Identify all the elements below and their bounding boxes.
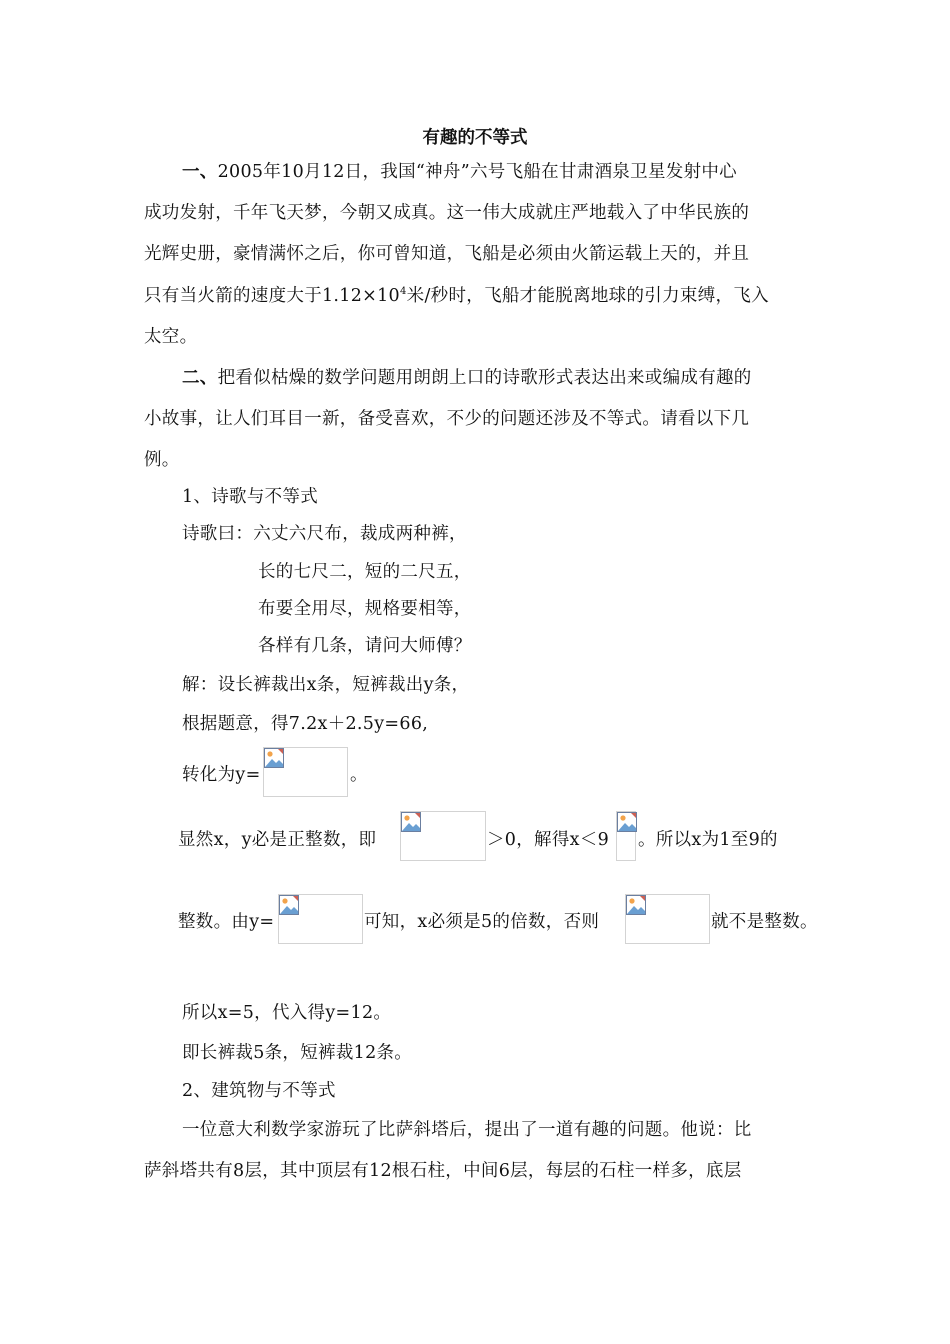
solution-line-7: 即长裤裁5条，短裤裁12条。 bbox=[182, 1043, 413, 1063]
poem-line-3: 布要全用尽，规格要相等， bbox=[258, 599, 472, 619]
solution-line-5-b: 可知，x必须是5的倍数，否则 bbox=[364, 912, 600, 932]
section-2-line-2: 萨斜塔共有8层，其中顶层有12根石柱，中间6层，每层的石柱一样多，底层 bbox=[144, 1161, 742, 1181]
section-1-heading: 1、诗歌与不等式 bbox=[182, 487, 319, 507]
broken-image-icon bbox=[626, 895, 646, 915]
paragraph-1-line-2: 成功发射，千年飞天梦，今朝又成真。这一伟大成就庄严地载入了中华民族的 bbox=[144, 203, 750, 223]
paragraph-2-line-2: 小故事，让人们耳目一新，备受喜欢，不少的问题还涉及不等式。请看以下几 bbox=[144, 409, 750, 429]
text: 六丈六尺布，裁成两种裤， bbox=[253, 524, 467, 544]
text: 把看似枯燥的数学问题用朗朗上口的诗歌形式表达出来或编成有趣的 bbox=[217, 368, 752, 388]
text: 只有当火箭的速度大于1.12×10 bbox=[144, 286, 400, 306]
formula-image bbox=[263, 747, 348, 797]
broken-image-icon bbox=[617, 812, 637, 832]
text: 2005年10月12日，我国“神舟”六号飞船在甘肃酒泉卫星发射中心 bbox=[217, 162, 737, 182]
solution-line-6: 所以x=5，代入得y=12。 bbox=[182, 1003, 392, 1023]
formula-image bbox=[616, 811, 636, 861]
solution-line-4-b: ＞0，解得x＜9 bbox=[487, 830, 610, 850]
broken-image-icon bbox=[264, 748, 284, 768]
solution-line-1: 解：设长裤裁出x条，短裤裁出y条， bbox=[182, 675, 470, 695]
paragraph-2-line-3: 例。 bbox=[144, 450, 180, 470]
solution-line-2: 根据题意，得7.2x＋2.5y=66, bbox=[182, 714, 429, 734]
broken-image-icon bbox=[279, 895, 299, 915]
solution-line-5-a: 整数。由y= bbox=[178, 912, 275, 932]
section-2-line-1: 一位意大利数学家游玩了比萨斜塔后，提出了一道有趣的问题。他说：比 bbox=[182, 1120, 752, 1140]
paragraph-2-lead: 二、 bbox=[182, 368, 218, 388]
section-2-heading: 2、建筑物与不等式 bbox=[182, 1081, 336, 1101]
poem-lead: 诗歌曰： bbox=[182, 524, 254, 544]
poem-line-2: 长的七尺二，短的二尺五， bbox=[258, 562, 472, 582]
text: 米/秒时，飞船才能脱离地球的引力束缚，飞入 bbox=[406, 286, 769, 306]
paragraph-1-lead: 一、 bbox=[182, 162, 218, 182]
formula-image bbox=[625, 894, 710, 944]
paragraph-1-line-5: 太空。 bbox=[144, 327, 198, 347]
poem-line-1 bbox=[182, 520, 467, 545]
solution-line-4-a: 显然x，y必是正整数，即 bbox=[178, 830, 377, 850]
solution-line-4-c: 。所以x为1至9的 bbox=[638, 830, 778, 850]
paragraph-1-line-1 bbox=[182, 158, 737, 183]
exponent: 4 bbox=[400, 286, 407, 297]
poem-line-4: 各样有几条，请问大师傅？ bbox=[258, 636, 472, 656]
paragraph-1-line-4 bbox=[144, 282, 769, 307]
paragraph-2-line-1 bbox=[182, 364, 752, 389]
solution-line-3-a: 转化为y= bbox=[182, 765, 261, 785]
broken-image-icon bbox=[401, 812, 421, 832]
paragraph-1-line-3: 光辉史册，豪情满怀之后，你可曾知道，飞船是必须由火箭运载上天的，并且 bbox=[144, 244, 750, 264]
formula-image bbox=[400, 811, 486, 861]
page-title: 有趣的不等式 bbox=[422, 128, 528, 148]
formula-image bbox=[278, 894, 363, 944]
solution-line-5-c: 就不是整数。 bbox=[711, 912, 818, 932]
solution-line-3-b: 。 bbox=[350, 765, 368, 785]
